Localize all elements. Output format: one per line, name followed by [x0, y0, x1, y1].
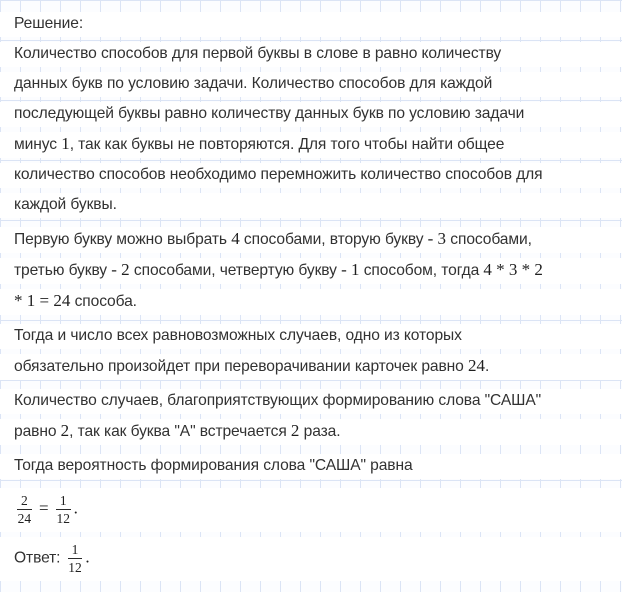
solution-line: [0, 163, 622, 188]
math-text: .: [73, 498, 78, 518]
fraction: [68, 542, 83, 575]
body-text: последующей буквы равно количеству данных букв по условию задачи: [14, 105, 525, 122]
math-text: 4: [231, 229, 240, 248]
math-text: 2: [290, 421, 300, 440]
body-text: , так как буквы не повторяются. Для того чтобы найти общее: [69, 136, 505, 153]
fraction-numerator: 2: [17, 493, 32, 510]
math-text: * 1 = 24: [14, 291, 71, 310]
body-text: способа.: [70, 293, 137, 310]
math-text: - 3: [427, 229, 447, 248]
solution-line: [0, 324, 622, 349]
body-text: способами,: [446, 231, 532, 248]
solution-line: [0, 72, 622, 97]
body-text: способом, тогда: [359, 262, 484, 279]
body-text: Количество случаев, благоприятствующих формированию слова "САША": [14, 392, 542, 409]
body-text: третью букву: [14, 262, 112, 279]
solution-line: [0, 289, 622, 315]
fraction-numerator: 1: [68, 542, 83, 559]
fraction-numerator: 1: [56, 493, 71, 510]
body-text: Количество способов для первой буквы в слове в равно количеству: [14, 45, 502, 62]
body-text: способами, вторую букву: [239, 231, 428, 248]
math-text: 1: [61, 134, 70, 153]
body-text: минус: [14, 136, 62, 153]
fraction: [56, 493, 71, 526]
solution-line: [0, 227, 622, 253]
solution-line: [0, 258, 622, 284]
body-text: Первую букву можно выбрать: [14, 231, 232, 248]
solution-line: [0, 102, 622, 127]
solution-line: [0, 354, 622, 380]
solution-line: [0, 132, 622, 158]
solution-heading: [0, 12, 622, 37]
body-text: раза.: [299, 423, 341, 440]
body-text: .: [484, 358, 490, 375]
body-text: Тогда вероятность формирования слова "САША" равна: [14, 457, 413, 474]
fraction: [17, 493, 32, 526]
body-text: данных букв по условию задачи. Количество способов для каждой: [14, 75, 493, 92]
fraction-denominator: 24: [17, 511, 32, 527]
math-text: - 2: [111, 260, 130, 279]
body-text: Тогда и число всех равновозможных случаев, одно из которых: [14, 327, 462, 344]
answer-line: [0, 537, 622, 581]
math-text: 24: [467, 356, 485, 375]
math-text: .: [85, 547, 90, 567]
fraction-denominator: 12: [68, 560, 82, 576]
math-text: 2: [60, 421, 70, 440]
bottom-band: [0, 592, 622, 600]
solution-line: [0, 193, 622, 218]
body-text: каждой буквы.: [14, 196, 117, 213]
body-text: количество способов необходимо перемножить количество способов для: [14, 166, 543, 183]
math-text: =: [34, 498, 53, 518]
math-text: 4 * 3 * 2: [483, 260, 543, 279]
body-text: равно: [14, 423, 61, 440]
body-text: способами, четвертую букву: [129, 262, 342, 279]
solution-line: [0, 42, 622, 67]
math-text: - 1: [341, 260, 360, 279]
solution-line: [0, 419, 622, 445]
body-text: Решение:: [14, 15, 84, 32]
solution-line: [0, 389, 622, 414]
solution-line: [0, 454, 622, 479]
equation-line: [0, 488, 622, 532]
body-text: , так как буква "А" встречается: [69, 423, 291, 440]
body-text: обязательно произойдет при переворачивании карточек равно: [14, 358, 468, 375]
fraction-denominator: 12: [56, 511, 70, 527]
body-text: Ответ:: [14, 549, 65, 567]
